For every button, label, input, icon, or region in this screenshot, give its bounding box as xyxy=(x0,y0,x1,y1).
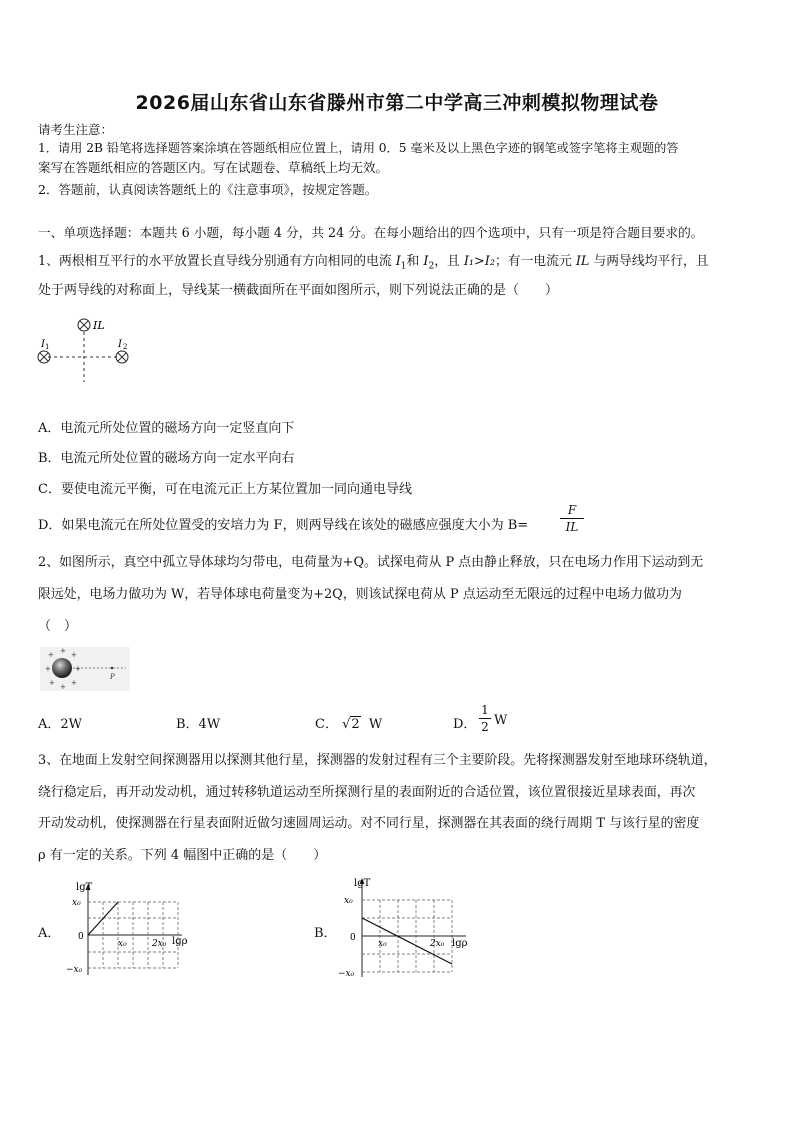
q1-option-d-fraction xyxy=(560,503,584,535)
section-heading: 一、单项选择题：本题共 6 小题，每小题 4 分，共 24 分。在每小题给出的四个选项中，只有一项是符合题目要求的。 xyxy=(38,225,704,240)
q3-stem-line-4: ρ 有一定的关系。下列 4 幅图中正确的是（ ） xyxy=(38,848,327,863)
q2-stem-line-3: （ ） xyxy=(38,619,78,634)
sqrt-icon: √ xyxy=(342,717,351,732)
q1-option-a: A．电流元所处位置的磁场方向一定竖直向下 xyxy=(38,421,295,436)
q1-and: 和 xyxy=(406,254,424,269)
svg-text:+: + xyxy=(60,647,66,655)
svg-text:+: + xyxy=(49,679,55,687)
notice-item-1-line-2: 案写在答题纸相应的答题区内。写在试题卷、草稿纸上均无效。 xyxy=(38,160,389,175)
page-title: 2026届山东省山东省滕州市第二中学高三冲刺模拟物理试卷 xyxy=(135,92,659,114)
graph-b-y-tick-1: x₀ xyxy=(344,896,353,906)
svg-text:+: + xyxy=(71,651,77,659)
q3-graph-b-label: B． xyxy=(314,926,337,941)
q1-figure-label-il: IL xyxy=(93,319,105,332)
notice-item-2: 2．答题前，认真阅读答题纸上的《注意事项》，按规定答题。 xyxy=(38,182,378,197)
q2-figure-label-p: P xyxy=(110,673,115,681)
notice-heading: 请考生注意： xyxy=(38,122,114,137)
graph-a-x-tick-1: x₀ xyxy=(118,939,127,949)
q1-stem-line-2: 处于两导线的对称面上，导线某一横截面所在平面如图所示，则下列说法正确的是（ ） xyxy=(38,283,559,298)
q1-option-d-denominator: IL xyxy=(565,520,579,534)
q1-il: IL xyxy=(575,254,590,269)
q1-figure-label-i1-sub: 1 xyxy=(45,343,50,351)
q2-option-a: A．2W xyxy=(38,717,83,732)
q1-figure-label-i2-sub: 2 xyxy=(123,343,128,351)
q1-i1: I xyxy=(395,254,401,269)
q1-compare: I₁>I₂ xyxy=(463,254,495,269)
svg-text:+: + xyxy=(45,665,51,673)
graph-a-x-axis-label: lgρ xyxy=(172,936,188,947)
graph-b-x-tick-1: x₀ xyxy=(378,939,387,949)
q1-i2-sub: 2 xyxy=(428,261,435,272)
q1-option-b: B．电流元所处位置的磁场方向一定水平向右 xyxy=(38,451,295,466)
q2-option-d-prefix: D． xyxy=(453,717,477,732)
q2-option-d-fraction xyxy=(479,703,491,735)
q2-option-b: B．4W xyxy=(176,717,221,732)
graph-b-y-tick-2: 0 xyxy=(350,933,356,943)
q1-figure xyxy=(34,312,144,384)
q1-stem-text-a: 1、两根相互平行的水平放置长直导线分别通有方向相同的电流 xyxy=(38,254,396,269)
graph-a-y-tick-1: x₀ xyxy=(72,898,81,908)
q1-option-c: C．要使电流元平衡，可在电流元正上方某位置加一同向通电导线 xyxy=(38,482,412,497)
q1-figure-label-i2: I xyxy=(118,339,122,350)
graph-b-x-tick-2: 2x₀ xyxy=(430,939,445,949)
q1-option-d-numerator: F xyxy=(560,503,584,519)
q3-graph-a xyxy=(60,880,200,980)
svg-text:+: + xyxy=(75,665,81,673)
svg-text:+: + xyxy=(71,679,77,687)
graph-b-y-tick-3: −x₀ xyxy=(338,969,355,979)
q2-option-c-prefix: C． xyxy=(315,717,338,732)
q3-graph-a-label: A． xyxy=(38,926,61,941)
q3-graph-b xyxy=(334,872,484,982)
svg-text:+: + xyxy=(60,683,66,691)
graph-b-y-axis-label: lgT xyxy=(354,878,371,889)
graph-a-y-tick-2: 0 xyxy=(78,932,84,942)
q2-option-c-radicand: 2 xyxy=(351,717,360,732)
graph-b-x-axis-label: lgρ xyxy=(452,938,468,949)
graph-a-y-tick-3: −x₀ xyxy=(66,965,83,975)
q2-stem-line-1: 2、如图所示，真空中孤立导体球均匀带电，电荷量为+Q。试探电荷从 P 点由静止释放，只在电场力作用下运动到无 xyxy=(38,555,704,570)
charged-sphere-icon xyxy=(52,658,72,678)
q2-stem-line-2: 限远处，电场力做功为 W，若导体球电荷量变为+2Q，则该试探电荷从 P 点运动至无限远的过程中电场力做功为 xyxy=(38,587,682,602)
q2-option-d-numerator: 1 xyxy=(479,703,491,719)
q1-stem-text-b: ；有一电流元 xyxy=(494,254,576,269)
wire-i2-icon xyxy=(116,351,128,363)
notice-item-1-line-1: 1．请用 2B 铅笔将选择题答案涂填在答题纸相应位置上，请用 0．5 毫米及以上黑色字迹的钢笔或签字笔将主观题的答 xyxy=(38,141,679,155)
q1-stem-line-1 xyxy=(38,250,709,272)
q2-option-d-denominator: 2 xyxy=(481,720,489,734)
q1-comma: ，且 xyxy=(434,254,464,269)
q3-stem-line-1: 3、在地面上发射空间探测器用以探测其他行星，探测器的发射过程有三个主要阶段。先将探测器发射至地球环绕轨道， xyxy=(38,753,717,768)
svg-text:+: + xyxy=(48,651,54,659)
graph-a-y-axis-label: lgT xyxy=(76,882,93,893)
q1-figure-label-i1: I xyxy=(41,339,45,350)
point-p-dot xyxy=(111,667,113,669)
q2-option-c xyxy=(315,713,382,732)
current-element-il-icon xyxy=(78,319,90,331)
q2-option-c-suffix: W xyxy=(368,717,383,732)
q1-i1-sub: 1 xyxy=(400,261,407,272)
q3-stem-line-2: 绕行稳定后，再开动发动机，通过转移轨道运动至所探测行星的表面附近的合适位置，该位置很接近星球表面，再次 xyxy=(38,785,696,800)
q1-i2: I xyxy=(423,254,429,269)
graph-a-line xyxy=(88,902,118,935)
q1-stem-text-c: 与两导线均平行，且 xyxy=(589,254,709,269)
q1-option-d: D．如果电流元在所处位置受的安培力为 F，则两导线在该处的磁感应强度大小为 B= xyxy=(38,518,529,533)
graph-a-x-tick-2: 2x₀ xyxy=(152,939,167,949)
q2-option-d-suffix: W xyxy=(494,713,508,728)
q2-figure xyxy=(40,647,130,691)
q3-stem-line-3: 开动发动机，使探测器在行星表面附近做匀速圆周运动。对不同行星，探测器在其表面的绕行周期 T 与该行星的密度 xyxy=(38,816,700,831)
